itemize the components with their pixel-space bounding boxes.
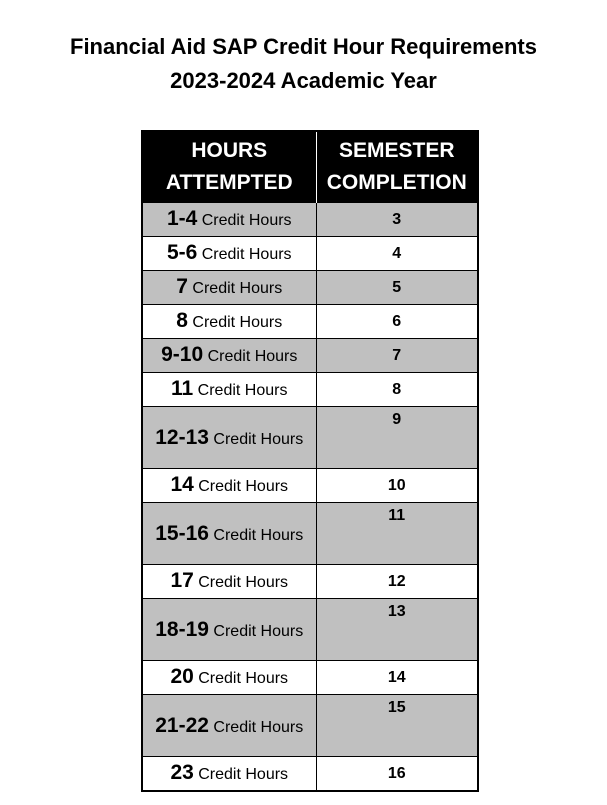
- table-row: [142, 695, 478, 757]
- hours-range: 20: [170, 664, 194, 688]
- table-row: [142, 469, 478, 503]
- semester-completion-cell: 12: [316, 565, 478, 599]
- sap-requirements-table: [141, 130, 479, 792]
- hours-range: 17: [170, 568, 194, 592]
- hours-attempted-cell: [142, 661, 316, 695]
- hours-unit: Credit Hours: [213, 622, 304, 640]
- semester-completion-cell: 5: [316, 271, 478, 305]
- table-header-row: [142, 131, 478, 203]
- hours-unit: Credit Hours: [201, 211, 292, 229]
- semester-completion-cell: 16: [316, 757, 478, 792]
- hours-range: 15-16: [155, 521, 209, 545]
- hours-unit: Credit Hours: [201, 245, 292, 263]
- table-row: [142, 599, 478, 661]
- table-row: [142, 271, 478, 305]
- hours-range: 23: [170, 760, 194, 784]
- hours-attempted-cell: [142, 373, 316, 407]
- hours-attempted-cell: [142, 237, 316, 271]
- semester-completion-cell: 3: [316, 203, 478, 237]
- hours-attempted-cell: [142, 599, 316, 661]
- hours-attempted-cell: [142, 339, 316, 373]
- hours-unit: Credit Hours: [198, 477, 289, 495]
- semester-completion-cell: 14: [316, 661, 478, 695]
- table-row: [142, 305, 478, 339]
- hours-unit: Credit Hours: [213, 526, 304, 544]
- hours-range: 7: [176, 274, 188, 298]
- table-row: [142, 565, 478, 599]
- table-row: [142, 757, 478, 792]
- semester-header-line-1: SEMESTER: [338, 139, 455, 162]
- hours-unit: Credit Hours: [198, 669, 289, 687]
- table-row: [142, 373, 478, 407]
- semester-header-line-2: COMPLETION: [326, 171, 467, 194]
- hours-range: 1-4: [166, 206, 198, 230]
- table-row: [142, 203, 478, 237]
- hours-header-line-1: HOURS: [191, 139, 268, 162]
- hours-unit: Credit Hours: [197, 381, 288, 399]
- hours-range: 11: [171, 376, 194, 400]
- semester-completion-cell: 10: [316, 469, 478, 503]
- semester-completion-cell: 9: [316, 407, 478, 469]
- semester-completion-cell: 7: [316, 339, 478, 373]
- hours-unit: Credit Hours: [213, 718, 304, 736]
- semester-completion-cell: 8: [316, 373, 478, 407]
- table-row: [142, 237, 478, 271]
- hours-range: 14: [170, 472, 194, 496]
- hours-unit: Credit Hours: [213, 430, 304, 448]
- hours-attempted-cell: [142, 203, 316, 237]
- academic-year-subtitle: 2023-2024 Academic Year: [170, 68, 437, 93]
- hours-attempted-cell: [142, 757, 316, 792]
- hours-unit: Credit Hours: [207, 347, 298, 365]
- semester-completion-cell: 13: [316, 599, 478, 661]
- table-row: [142, 407, 478, 469]
- hours-unit: Credit Hours: [198, 573, 289, 591]
- hours-attempted-cell: [142, 695, 316, 757]
- hours-attempted-header: [142, 131, 316, 203]
- semester-completion-header: [316, 131, 478, 203]
- hours-unit: Credit Hours: [198, 765, 289, 783]
- page-title: Financial Aid SAP Credit Hour Requirements: [70, 34, 537, 59]
- hours-range: 8: [176, 308, 188, 332]
- document-title: [0, 30, 607, 98]
- hours-range: 5-6: [166, 240, 198, 264]
- hours-attempted-cell: [142, 469, 316, 503]
- table-row: [142, 661, 478, 695]
- hours-attempted-cell: [142, 271, 316, 305]
- hours-attempted-cell: [142, 565, 316, 599]
- semester-completion-cell: 6: [316, 305, 478, 339]
- hours-attempted-cell: [142, 503, 316, 565]
- hours-attempted-cell: [142, 305, 316, 339]
- hours-range: 18-19: [155, 617, 209, 641]
- hours-unit: Credit Hours: [192, 313, 283, 331]
- hours-unit: Credit Hours: [192, 279, 283, 297]
- hours-range: 9-10: [161, 342, 204, 366]
- hours-attempted-cell: [142, 407, 316, 469]
- semester-completion-cell: 11: [316, 503, 478, 565]
- hours-range: 12-13: [155, 425, 209, 449]
- hours-header-line-2: ATTEMPTED: [165, 171, 293, 194]
- semester-completion-cell: 4: [316, 237, 478, 271]
- semester-completion-cell: 15: [316, 695, 478, 757]
- table-row: [142, 339, 478, 373]
- table-row: [142, 503, 478, 565]
- hours-range: 21-22: [155, 713, 209, 737]
